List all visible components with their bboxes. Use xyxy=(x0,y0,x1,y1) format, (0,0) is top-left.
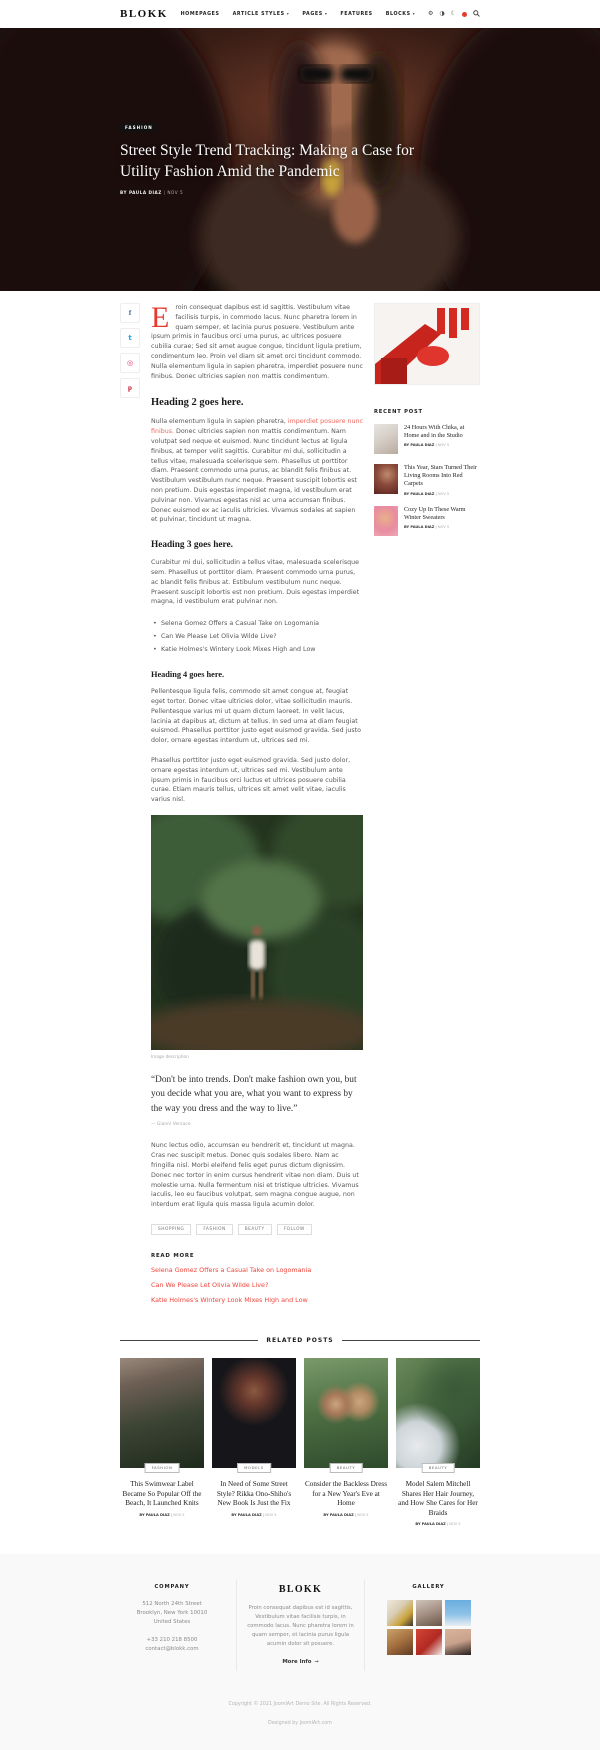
more-info-button[interactable]: More Info → xyxy=(282,1659,318,1665)
related-post-title[interactable]: Consider the Backless Dress for a New Year's Eve at Home xyxy=(304,1479,388,1508)
bullet-link[interactable]: • Katie Holmes's Wintery Look Mixes High and Low xyxy=(153,643,363,656)
related-post-title[interactable]: In Need of Some Street Style? Rikka Ono-Shiho's New Book Is Just the Fix xyxy=(216,1479,292,1508)
quote-attribution: — Gianni Versace xyxy=(151,1122,191,1128)
moon-icon[interactable]: ☾ xyxy=(450,10,456,17)
facebook-share-icon[interactable]: f xyxy=(120,303,140,323)
bullet-link[interactable]: • Can We Please Let Olivia Wilde Live? xyxy=(153,630,363,643)
category-badge[interactable]: FASHION xyxy=(145,1463,180,1473)
related-post-image[interactable] xyxy=(120,1358,204,1471)
paragraph-4a: Pellentesque ligula felis, commodo sit amet congue at, feugiat eget tortor. Donec vitae ultricies dolor, vitae sollicitudin mauris. Pellentesque varius mi ut quam dictum laoreet. In velit lacus, lacinia at dapibus at, dictum at tellus. In sed urna at diam feugiat euismod. Phasellus porttitor justo eget euismod gravida. Sed justo dolor, ornare egestas interdum ut, ultrices sed mi. xyxy=(151,688,361,745)
recent-post-title[interactable]: 24 Hours With Chika, at Home and in the Studio xyxy=(404,424,465,440)
read-more-link[interactable]: Katie Holmes's Wintery Look Mixes High and Low xyxy=(151,1295,308,1304)
tag-pill[interactable]: SHOPPING xyxy=(151,1224,191,1235)
recent-post-label: RECENT POST xyxy=(374,409,423,415)
read-more-label: READ MORE xyxy=(151,1252,195,1259)
gallery-label: GALLERY xyxy=(412,1584,445,1591)
intro-paragraph: Eroin consequat dapibus est id sagittis. Vestibulum vitae facilisis turpis, in commodo lacus. Nunc pharetra lorem in quam semper, et lacinia purus posuere. Vestibulum ante ipsum primis in faucibus orci urna purus, ac ultrices posuere cubilia curae; Sed sit amet augue congue, tincidunt ligula pretium, condimentum leo. Proin vel diam sit amet orci tincidunt commodo. Nulla elementum ligula in sapien pharetra, imperdiet posuere nunc finibus. Donec ultricies sapien non mattis condimentum. xyxy=(151,301,363,380)
address-line: United States xyxy=(153,1619,191,1626)
recent-post-thumbnail[interactable] xyxy=(374,506,398,536)
gallery-thumbnail[interactable] xyxy=(387,1629,413,1655)
related-post-image[interactable] xyxy=(396,1358,480,1471)
related-post-byline: BY PAULA DIAZ | NOV 5 xyxy=(212,1513,296,1517)
hero-category-badge[interactable]: FASHION xyxy=(120,123,158,132)
company-label: COMPANY xyxy=(154,1584,190,1591)
designed-by-link[interactable]: Designed by JoomlArt.com xyxy=(268,1721,332,1727)
gallery-thumbnail[interactable] xyxy=(445,1629,471,1655)
gallery-thumbnail[interactable] xyxy=(416,1600,442,1626)
gallery-thumbnail[interactable] xyxy=(445,1600,471,1626)
recent-post-thumbnail[interactable] xyxy=(374,424,398,454)
notification-icon[interactable] xyxy=(462,12,467,17)
recent-post-byline: BY PAULA DIAZ | NOV 5 xyxy=(404,525,480,529)
recent-post-title[interactable]: This Year, Stars Turned Their Living Rooms Into Red Carpets xyxy=(404,464,477,488)
tag-list xyxy=(151,1224,363,1235)
article-body xyxy=(151,303,363,1311)
related-posts-label: RELATED POSTS xyxy=(266,1336,334,1344)
related-post-title[interactable]: This Swimwear Label Became So Popular Off the Beach, It Launched Knits xyxy=(122,1479,202,1508)
nav-features[interactable]: FEATURES xyxy=(340,11,373,17)
related-post-card xyxy=(396,1358,480,1526)
chevron-down-icon xyxy=(413,11,416,17)
related-post-byline: BY PAULA DIAZ | NOV 5 xyxy=(120,1513,204,1517)
footer-gallery-grid xyxy=(375,1600,482,1655)
search-icon[interactable] xyxy=(473,10,480,19)
footer-about-text: Proin consequat dapibus est id sagittis, Vestibulum vitae facilisis turpis, in commodo lacus. Nunc pharetra lorem in quam semper, et lacinia purus ligula acumin dolor sit posuere. xyxy=(247,1605,354,1647)
blockquote: “Don't be into trends. Don't make fashion own you, but you decide what you are, what you want to express by the way you dress and the way to live.” xyxy=(151,1074,357,1114)
recent-post-byline: BY PAULA DIAZ | NOV 5 xyxy=(404,443,480,447)
related-post-byline: BY PAULA DIAZ | NOV 5 xyxy=(396,1522,480,1526)
heading-2: Heading 2 goes here. xyxy=(151,397,244,409)
author-link[interactable]: BY PAULA DIAZ xyxy=(120,190,162,195)
tag-pill[interactable]: FASHION xyxy=(196,1224,232,1235)
twitter-share-icon[interactable]: t xyxy=(120,328,140,348)
footer-about-column xyxy=(236,1580,364,1671)
footer-gallery-column xyxy=(364,1580,492,1671)
nav-article-styles[interactable]: ARTICLE STYLES ▾ xyxy=(233,11,290,17)
email-link[interactable]: contact@blokk.com xyxy=(145,1646,199,1653)
footer-logo[interactable]: BLOKK xyxy=(278,1584,323,1596)
settings-icon[interactable]: ⚙ xyxy=(427,10,434,17)
tag-pill[interactable]: FOLLOW xyxy=(277,1224,312,1235)
heading-3: Heading 3 goes here. xyxy=(151,540,233,551)
share-bar xyxy=(120,303,140,1311)
gallery-thumbnail[interactable] xyxy=(416,1629,442,1655)
divider xyxy=(120,1340,258,1341)
address-line: 512 North 24th Street xyxy=(142,1601,202,1608)
related-post-title[interactable]: Model Salem Mitchell Shares Her Hair Journey, and How She Cares for Her Braids xyxy=(398,1479,478,1517)
related-post-card xyxy=(212,1358,296,1526)
paragraph-5: Nunc lectus odio, accumsan eu hendrerit et, tincidunt ut magna. Cras nec suscipit metus. Donec quis sodales libero. Nam ac fringilla nisl. Morbi eleifend felis eget purus dictum dignissim. Donec nec tortor in enim cursus hendrerit vitae non diam. Duis ut molestie urna. Nulla fermentum nisi et tristique ultricies. Vivamus iaculis, leo eu faucibus volutpat, sem magna congue augue, non interdum erat ligula quis massa ligula acumin dolor. xyxy=(151,1142,359,1209)
image-caption: Image description xyxy=(151,1053,189,1059)
sidebar-ad-banner[interactable] xyxy=(374,303,480,385)
read-more-link[interactable]: Selena Gomez Offers a Casual Take on Logomania xyxy=(151,1265,312,1274)
recent-post-title[interactable]: Cozy Up In These Warm Winter Sweaters xyxy=(404,505,466,521)
related-post-image[interactable] xyxy=(212,1358,296,1471)
footer-company-column xyxy=(108,1580,236,1671)
chevron-down-icon xyxy=(287,11,290,17)
heading-4: Heading 4 goes here. xyxy=(151,670,225,680)
related-post-byline: BY PAULA DIAZ | NOV 5 xyxy=(304,1513,388,1517)
related-post-image[interactable] xyxy=(304,1358,388,1471)
bullet-list xyxy=(153,617,363,656)
related-post-card xyxy=(304,1358,388,1526)
recent-post-thumbnail[interactable] xyxy=(374,464,398,494)
hero-banner xyxy=(0,28,600,291)
related-posts-section xyxy=(0,1337,600,1526)
recent-post-item[interactable] xyxy=(374,464,480,496)
address-line: Brooklyn, New York 10010 xyxy=(136,1610,208,1617)
article-byline xyxy=(120,190,420,195)
contrast-icon[interactable]: ◑ xyxy=(439,10,445,17)
recent-post-byline: BY PAULA DIAZ | NOV 5 xyxy=(404,492,480,496)
recent-post-item[interactable] xyxy=(374,424,480,454)
phone-link[interactable]: +33 210 218 8500 xyxy=(146,1637,198,1644)
paragraph-4b: Phasellus porttitor justo eget euismod gravida. Sed justo dolor, ornare egestas interdum ut, ultrices sed mi. Vestibulum ante ipsum primis in faucibus orci luctus et ultrices posuere cubilia curae. Etiam mauris tellus, ultrices sit amet velit vitae, iaculis varius nisl. xyxy=(151,756,351,804)
article-photo xyxy=(151,815,363,1050)
top-navbar xyxy=(0,0,600,28)
paragraph-2: Nulla elementum ligula in sapien pharetra, imperdiet posuere nunc finibus. Donec ultricies sapien non mattis condimentum. Nam volutpat sed neque et euismod. Nunc tincidunt lectus at ligula finibus, at tempor velit sagittis. Curabitur mi dui, sollicitudin a tellus vitae, malesuada scelerisque sem. Phasellus ut porttitor diam. Praesent commodo urna purus, ac blandit felis finibus at. Vestibulum vestibulum nunc neque. Praesent suscipit lobortis est non pretium. Duis egestas imperdiet magna, id vestibulum erat pulvinar non. Vivamus egestas nisl ac urna accumsan finibus. Donec euismod ex ac iaculis ultricies. Vivamus sodales at sapien et pulvinar, tincidunt ut magna. xyxy=(151,418,363,524)
chevron-down-icon xyxy=(325,11,328,17)
nav-blocks[interactable]: BLOCKS ▾ xyxy=(386,11,416,17)
drop-cap: E xyxy=(151,301,170,334)
copyright-text: Copyright © 2021 JoomlArt Demo Site. All Rights Reserved. xyxy=(228,1702,372,1708)
article-title: Street Style Trend Tracking: Making a Case for Utility Fashion Amid the Pandemic xyxy=(120,142,415,180)
recent-post-item[interactable] xyxy=(374,506,480,536)
gallery-thumbnail[interactable] xyxy=(387,1600,413,1626)
site-logo[interactable]: BLOKK xyxy=(120,8,168,20)
post-date: | NOV 5 xyxy=(164,190,183,195)
paragraph-3: Curabitur mi dui, sollicitudin a tellus vitae, malesuada scelerisque sem. Phasellus ut porttitor diam. Praesent commodo urna purus, ac blandit felis finibus at. Estibulum vestibulum nunc neque. Praesent suscipit lobortis est non pretium. Duis egestas imperdiet magna, id vestibulum erat pulvinar non. xyxy=(151,559,360,606)
inline-text-link[interactable]: imperdiet posuere nunc finibus. xyxy=(151,418,363,436)
copyright-bar xyxy=(0,1671,600,1750)
sidebar xyxy=(374,303,480,1311)
category-badge[interactable]: BEAUTY xyxy=(422,1463,455,1473)
related-post-card xyxy=(120,1358,204,1526)
read-more-link[interactable]: Can We Please Let Olivia Wilde Live? xyxy=(151,1280,269,1289)
category-badge[interactable]: BEAUTY xyxy=(330,1463,363,1473)
main-nav xyxy=(181,11,416,17)
nav-pages[interactable]: PAGES ▾ xyxy=(302,11,327,17)
tag-pill[interactable]: BEAUTY xyxy=(238,1224,272,1235)
nav-homepages[interactable]: HOMEPAGES xyxy=(180,11,220,17)
bullet-link[interactable]: • Selena Gomez Offers a Casual Take on Logomania xyxy=(153,617,363,630)
pinterest-share-icon[interactable]: p xyxy=(120,378,140,398)
divider xyxy=(342,1340,480,1341)
category-badge[interactable]: MODELS xyxy=(237,1463,271,1473)
instagram-share-icon[interactable]: ◎ xyxy=(120,353,140,373)
footer xyxy=(0,1554,600,1750)
